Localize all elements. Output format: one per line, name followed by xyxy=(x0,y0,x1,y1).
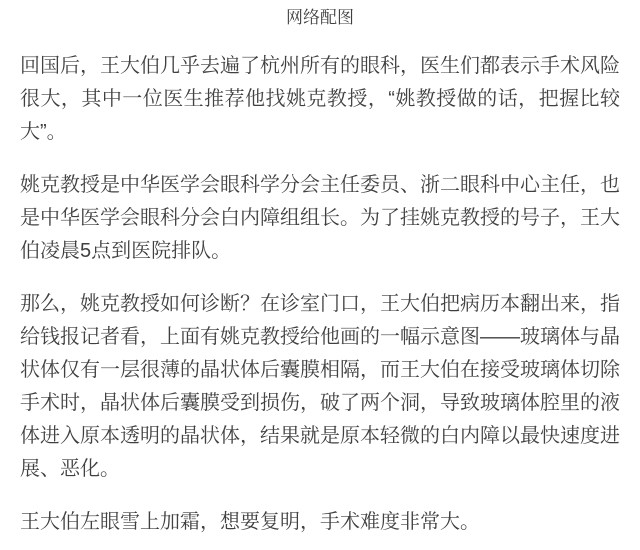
article-paragraph: 回国后，王大伯几乎去遍了杭州所有的眼科，医生们都表示手术风险很大，其中一位医生推荐他找姚克教授，“姚教授做的话，把握比较大”。 xyxy=(20,55,620,143)
article-paragraph: 那么，姚克教授如何诊断？在诊室门口，王大伯把病历本翻出来，指给钱报记者看，上面有姚克教授给他画的一幅示意图——玻璃体与晶状体仅有一层很薄的晶状体后囊膜相隔，而王大伯在接受玻璃体切除手术时，晶状体后囊膜受到损伤，破了两个洞，导致玻璃体腔里的液体进入原本透明的晶状体，结果就是原本轻微的白内障以最快速度进展、恶化。 xyxy=(20,293,620,480)
article-paragraph: 姚克教授是中华医学会眼科学分会主任委员、浙二眼科中心主任，也是中华医学会眼科分会白内障组组长。为了挂姚克教授的号子，王大伯凌晨5点到医院排队。 xyxy=(20,174,620,262)
image-caption: 网络配图 xyxy=(286,8,354,27)
article-paragraph: 王大伯左眼雪上加霜，想要复明，手术难度非常大。 xyxy=(20,511,480,533)
article-body xyxy=(0,50,640,539)
